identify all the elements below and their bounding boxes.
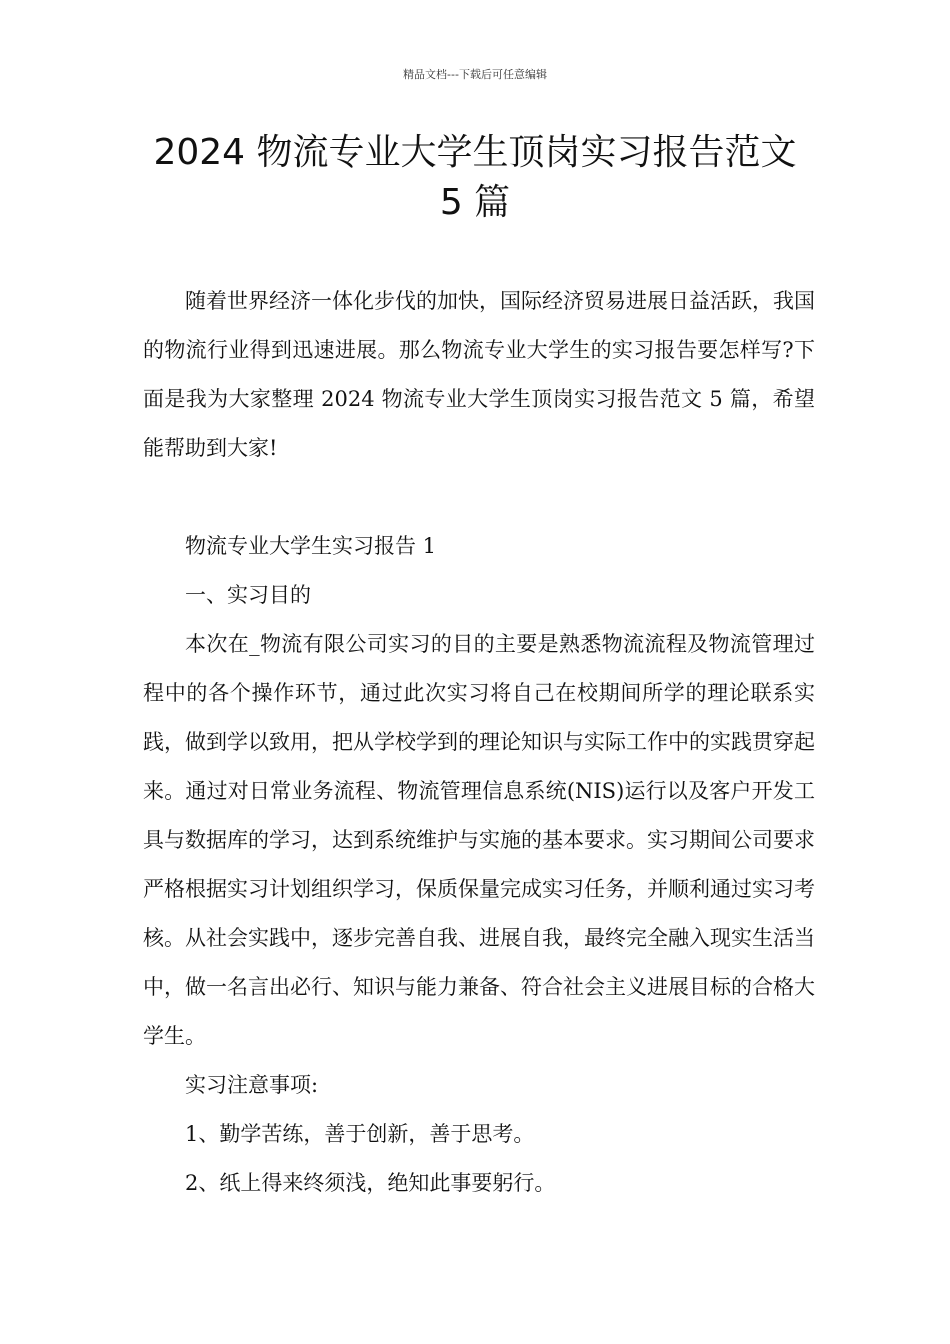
notes-heading: 实习注意事项: — [185, 1073, 319, 1097]
intro-paragraph: 随着世界经济一体化步伐的加快，国际经济贸易进展日益活跃，我国的物流行业得到迅速进展。那么物流专业大学生的实习报告要怎样写?下面是我为大家整理 2024 物流专业大学生顶岗实习报告范文 5 篇，希望能帮助到大家! — [143, 289, 815, 460]
document-title — [120, 128, 830, 228]
paragraph-gap — [143, 473, 815, 522]
title-line-2: 5 篇 — [439, 182, 511, 223]
note-item: 2、纸上得来终须浅，绝知此事要躬行。 — [185, 1171, 556, 1195]
section-heading: 一、实习目的 — [185, 583, 311, 607]
running-header: 精品文档---下载后可任意编辑 — [403, 68, 547, 81]
report-heading: 物流专业大学生实习报告 1 — [185, 534, 437, 558]
document-body — [143, 277, 815, 1208]
section-body-paragraph: 本次在_物流有限公司实习的目的主要是熟悉物流流程及物流管理过程中的各个操作环节，通过此次实习将自己在校期间所学的理论联系实践，做到学以致用，把从学校学到的理论知识与实际工作中的实践贯穿起来。通过对日常业务流程、物流管理信息系统(NIS)运行以及客户开发工具与数据库的学习，达到系统维护与实施的基本要求。实习期间公司要求严格根据实习计划组织学习，保质保量完成实习任务，并顺利通过实习考核。从社会实践中，逐步完善自我、进展自我，最终完全融入现实生活当中，做一名言出必行、知识与能力兼备、符合社会主义进展目标的合格大学生。 — [143, 632, 815, 1048]
note-item: 1、勤学苦练，善于创新，善于思考。 — [185, 1122, 535, 1146]
title-line-1: 2024 物流专业大学生顶岗实习报告范文 — [153, 132, 797, 173]
